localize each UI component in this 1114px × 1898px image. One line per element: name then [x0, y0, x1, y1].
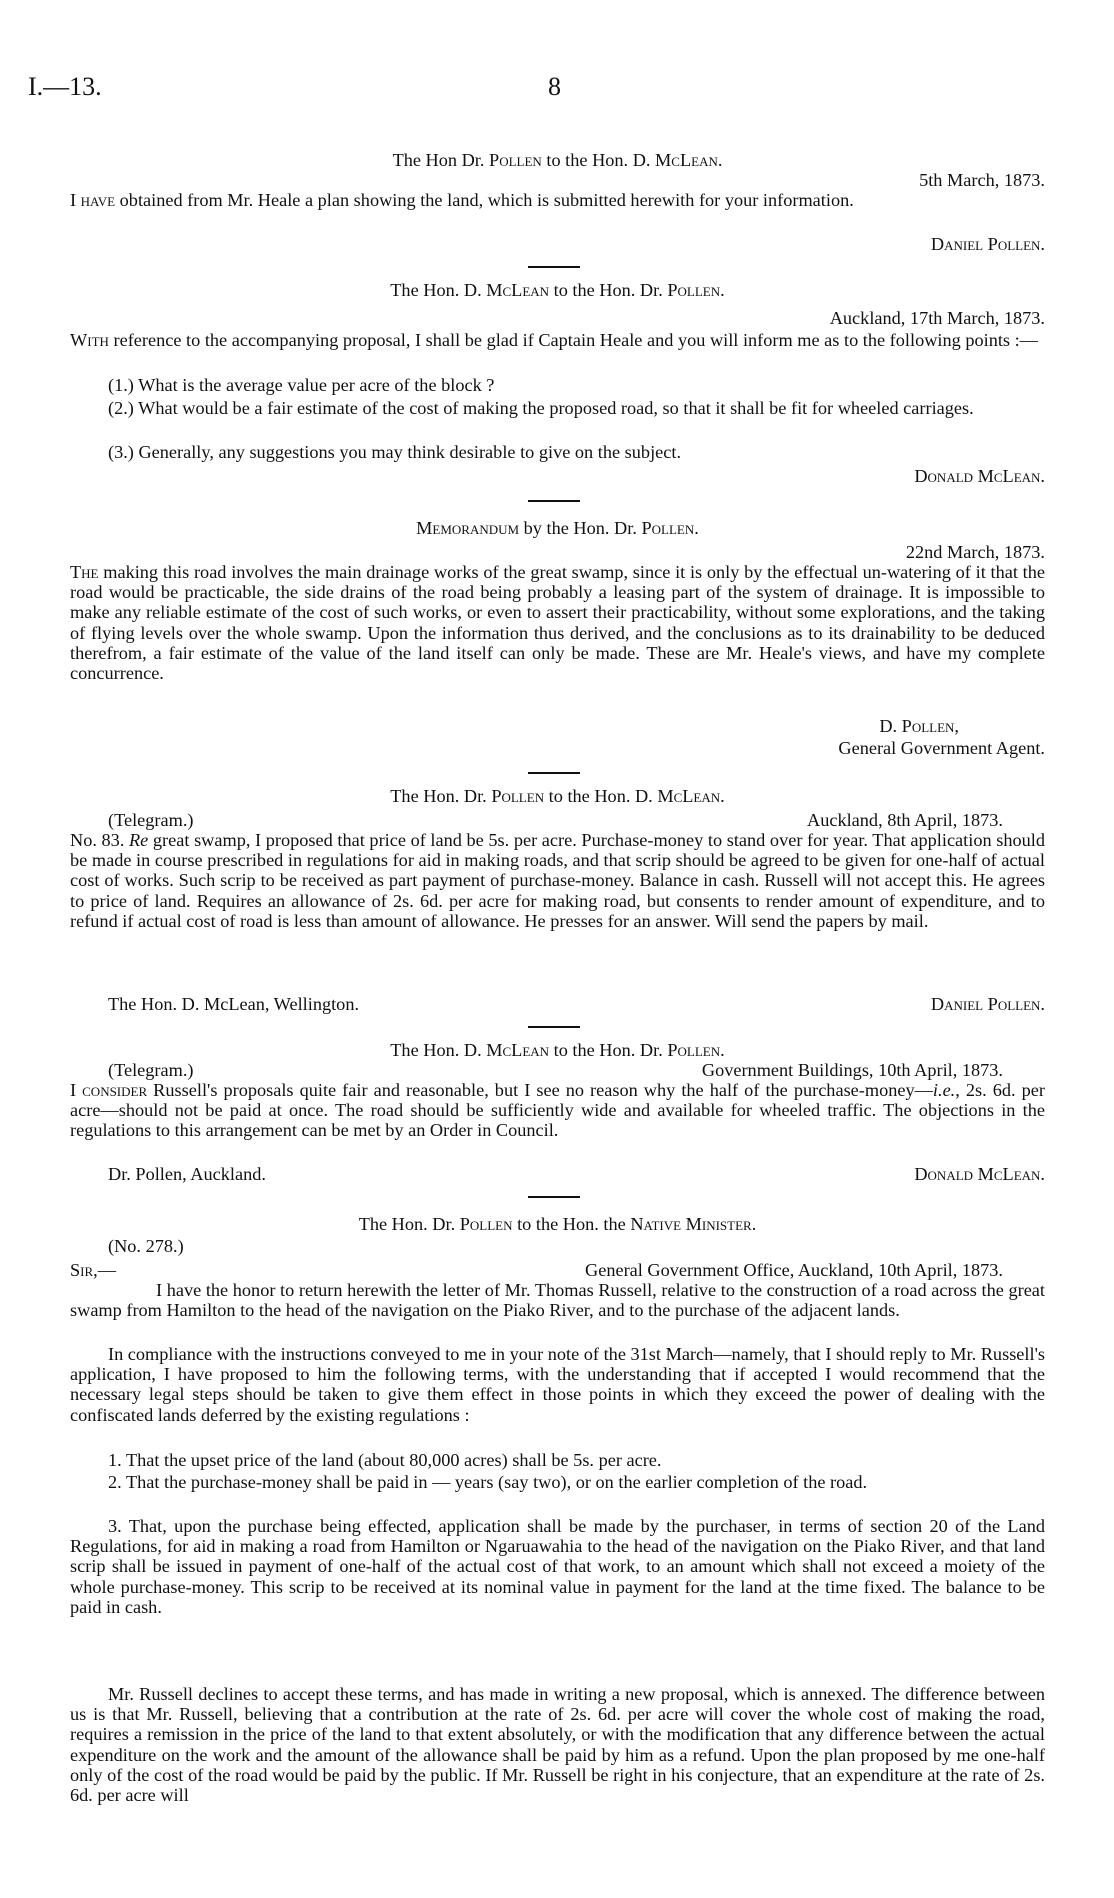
memorandum-signature-title: General Government Agent.: [838, 738, 1045, 758]
letter-1-body: I have obtained from Mr. Heale a plan showing the land, which is submitted herewith for your information.: [70, 190, 854, 210]
letter-278-term-3: 3. That, upon the purchase being effected, application shall be made by the purchaser, in terms of section 20 of the Land Regulations, for aid in making a road from Hamilton or Ngaruawahia to the head of the navigation on the Piako River, and that land scrip shall be issued in payment of one-half of the actual cost of that work, to an amount which shall not exceed a moiety of the whole purchase-money. This scrip to be received at its nominal value in payment for the land at the time fixed. The balance to be paid in cash.: [70, 1516, 1045, 1617]
letter-278-number: (No. 278.): [108, 1236, 184, 1256]
letter-2-date: Auckland, 17th March, 1873.: [829, 308, 1045, 328]
memorandum-heading: Memorandum by the Hon. Dr. Pollen.: [416, 518, 699, 538]
telegram-1-signature: Daniel Pollen.: [930, 994, 1045, 1014]
letter-278-meta: [70, 1260, 1045, 1280]
letter-278-term-2: 2. That the purchase-money shall be paid in — years (say two), or on the earlier completion of the road.: [108, 1472, 868, 1492]
letter-278-salutation: Sir,—: [70, 1260, 117, 1280]
letter-2-signature: Donald McLean.: [914, 466, 1045, 486]
separator-rule: [528, 1026, 580, 1028]
letter-2-point-2: (2.) What would be a fair estimate of the cost of making the proposed road, so that it shall be fit for wheeled carriages.: [108, 398, 974, 418]
separator-rule: [528, 772, 580, 774]
telegram-2-closing: [70, 1164, 1045, 1184]
letter-278-paragraph-1: I have the honor to return herewith the letter of Mr. Thomas Russell, relative to the construction of a road across the great swamp from Hamilton to the head of the navigation on the Piako River, and to the purchase of the adjacent lands.: [70, 1280, 1045, 1321]
telegram-2-addressee: Dr. Pollen, Auckland.: [108, 1164, 266, 1184]
separator-rule: [528, 500, 580, 502]
telegram-1-meta: [70, 810, 1045, 830]
letter-2-point-1: (1.) What is the average value per acre of the block ?: [108, 375, 495, 395]
letter-1-signature: Daniel Pollen.: [930, 234, 1045, 254]
memorandum-signature-name: D. Pollen,: [879, 716, 959, 736]
telegram-1-date: Auckland, 8th April, 1873.: [807, 810, 1003, 830]
letter-1-date: 5th March, 1873.: [919, 170, 1045, 190]
memorandum-body: The making this road involves the main drainage works of the great swamp, since it is only by the effectual un-watering of it that the road would be practicable, the side drains of the road being probably a leasing part of the system of drainage. It is impossible to make any reliable estimate of the cost of such works, or even to assert their practicability, without some explorations, and the taking of flying levels over the whole swamp. Upon the information thus derived, and the conclusions as to its drainability to be deduced therefrom, a fair estimate of the value of the land itself can only be made. These are Mr. Heale's views, and have my complete concurrence.: [70, 562, 1045, 684]
letter-2-point-3: (3.) Generally, any suggestions you may think desirable to give on the subject.: [108, 442, 682, 462]
letter-278-closing-paragraph: Mr. Russell declines to accept these terms, and has made in writing a new proposal, which is annexed. The difference between us is that Mr. Russell, believing that a contribution at the rate of 2s. 6d. per acre will cover the whole cost of making the road, requires a remission in the price of the land to that extent absolutely, or with the modification that any difference between the actual expenditure on the work and the amount of the allowance shall be paid by him as a refund. Upon the plan proposed by me one-half only of the cost of the road would be paid by the public. If Mr. Russell be right in his conjecture, that an expenditure at the rate of 2s. 6d. per acre will: [70, 1684, 1045, 1806]
letter-278-term-1: 1. That the upset price of the land (about 80,000 acres) shall be 5s. per acre.: [108, 1450, 662, 1470]
page-number: 8: [548, 72, 561, 101]
telegram-2-body: I consider Russell's proposals quite fair and reasonable, but I see no reason why the half of the purchase-money—i.e., 2s. 6d. per acre—should not be paid at once. The road should be sufficiently wide and available for wheeled traffic. The objections in the regulations to this arrangement can be met by an Order in Council.: [70, 1080, 1045, 1141]
telegram-1-addressee: The Hon. D. McLean, Wellington.: [108, 994, 360, 1014]
telegram-1-closing: [70, 994, 1045, 1014]
memorandum-date: 22nd March, 1873.: [905, 542, 1045, 562]
telegram-2-label: (Telegram.): [108, 1060, 194, 1080]
telegram-1-label: (Telegram.): [108, 810, 194, 830]
letter-1-heading: The Hon Dr. Pollen to the Hon. D. McLean.: [392, 150, 723, 170]
letter-278-heading: The Hon. Dr. Pollen to the Hon. the Native Minister.: [358, 1214, 757, 1234]
telegram-2-date: Government Buildings, 10th April, 1873.: [701, 1060, 1003, 1080]
letter-278-date: General Government Office, Auckland, 10th April, 1873.: [585, 1260, 1003, 1280]
telegram-2-signature: Donald McLean.: [914, 1164, 1045, 1184]
letter-2-heading: The Hon. D. McLean to the Hon. Dr. Pollen.: [390, 280, 725, 300]
letter-2-body: With reference to the accompanying proposal, I shall be glad if Captain Heale and you will inform me as to the following points :—: [70, 330, 1038, 350]
separator-rule: [528, 266, 580, 268]
telegram-1-body: No. 83. Re great swamp, I proposed that price of land be 5s. per acre. Purchase-money to stand over for year. That application should be made in course prescribed in regulations for aid in making roads, and that scrip should be agreed to be given for one-half of actual cost of works. Such scrip to be received as part payment of purchase-money. Balance in cash. Russell will not accept this. He agrees to price of land. Requires an allowance of 2s. 6d. per acre for making road, but consents to render amount of expenditure, and to refund if actual cost of road is less than amount of allowance. He presses for an answer. Will send the papers by mail.: [70, 830, 1045, 931]
separator-rule: [528, 1196, 580, 1198]
telegram-2-heading: The Hon. D. McLean to the Hon. Dr. Pollen.: [390, 1040, 725, 1060]
telegram-2-meta: [70, 1060, 1045, 1080]
letter-278-paragraph-2: In compliance with the instructions conveyed to me in your note of the 31st March—namely, that I should reply to Mr. Russell's application, I have proposed to him the following terms, with the understanding that if accepted I would recommend that the necessary legal steps should be taken to give them effect in those points in which they exceed the power of dealing with the confiscated lands deferred by the existing regulations :: [70, 1344, 1045, 1425]
telegram-1-heading: The Hon. Dr. Pollen to the Hon. D. McLean.: [390, 786, 725, 806]
document-reference: I.—13.: [28, 72, 102, 101]
